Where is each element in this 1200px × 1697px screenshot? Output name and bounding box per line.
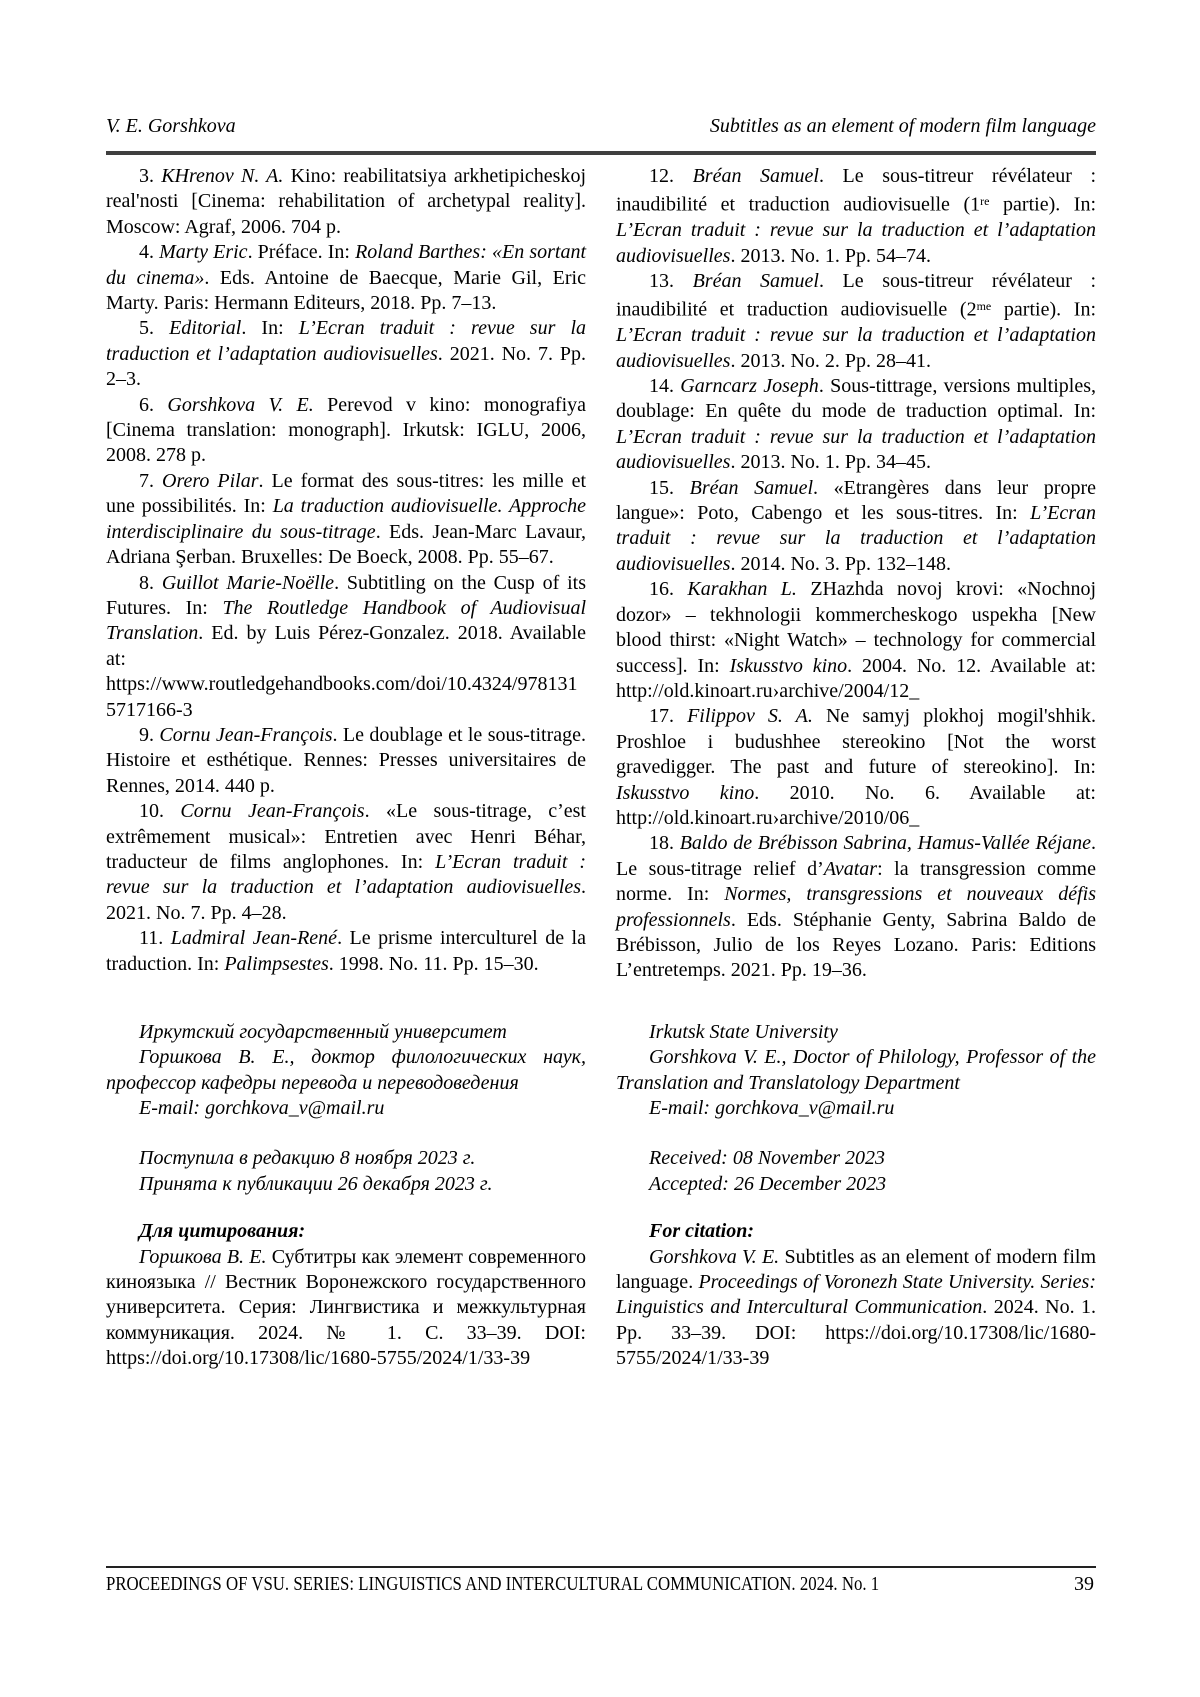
regular-text: . Eds. Jean-Marc Lavaur, Adriana Şerban. Bruxelles: De Boeck, 2008. Pp. 55–67. bbox=[106, 520, 586, 569]
regular-text: Ne samyj plokhoj mogil'shhik. Proshloe i budushhee stereokino [Not the worst gravedigger. The past and future of stereokino]. In: bbox=[616, 705, 1096, 779]
italic-text: Иркутский государственный университет bbox=[139, 1020, 507, 1043]
regular-text: . Le format des sous-titres: les mille et une possibilités. In: bbox=[106, 469, 587, 518]
reference-item bbox=[616, 269, 1096, 374]
running-header bbox=[106, 114, 1096, 139]
italic-text: Roland Barthes: «En sortant du cinema» bbox=[106, 241, 587, 289]
regular-text: 17. bbox=[649, 705, 688, 728]
regular-text: . 1998. No. 11. Pp. 15–30. bbox=[328, 952, 539, 975]
regular-text: . 2013. No. 2. Pp. 28–41. bbox=[730, 349, 932, 372]
italic-text: Filippov S. A. bbox=[687, 705, 813, 728]
regular-text: . Le sous-titrage relief d’ bbox=[616, 832, 1097, 880]
reference-item bbox=[106, 469, 586, 571]
italic-text: E-mail: gorchkova_v@mail.ru bbox=[649, 1097, 895, 1119]
italic-text: Bréan Samuel bbox=[692, 165, 819, 187]
citation-block-en bbox=[616, 1219, 1096, 1371]
regular-text: Субтитры как элемент современного киноязыка // Вестник Воронежского государственного университета. Серия: Лингвистика и межкультурная коммуникация. 2024. № 1. С. 33–39. DOI: https://doi.org/10.17308/lic/1680-5755/2024/1/33-39 bbox=[106, 1245, 586, 1370]
regular-text: . 2010. No. 6. Available at: http://old.kinoart.ru›archive/2010/06_ bbox=[616, 781, 1096, 829]
regular-text: . 2021. No. 7. Pp. 4–28. bbox=[106, 876, 586, 924]
regular-text: . Le sous-titreur révélateur : inaudibilité et traduction audiovisuelle (1 bbox=[616, 165, 1097, 216]
italic-text: Iskusstvo kino bbox=[616, 781, 755, 804]
regular-text: . 2013. No. 1. Pp. 34–45. bbox=[730, 451, 932, 474]
italic-text: Горшкова В. Е. bbox=[139, 1245, 267, 1268]
regular-text: 15. bbox=[649, 476, 690, 499]
regular-text: partie). In: bbox=[991, 298, 1097, 321]
italic-text: Gorshkova V. E., Doctor of Philology, Professor of the Translation and Translatology Department bbox=[616, 1046, 1096, 1094]
regular-text: : la transgression comme norme. In: bbox=[616, 857, 1096, 906]
submission-dates-ru bbox=[106, 1146, 586, 1197]
regular-text: . «Etrangères dans leur propre langue»: Poto, Cabengo et les sous-titres. In: bbox=[616, 476, 1097, 525]
author-affiliation-en bbox=[616, 1020, 1096, 1122]
regular-text: 13. bbox=[649, 270, 693, 293]
italic-text: Accepted: 26 December 2023 bbox=[649, 1172, 887, 1195]
citation-text-ru bbox=[106, 1245, 586, 1372]
date-line bbox=[106, 1146, 586, 1171]
regular-text: 3. bbox=[139, 165, 162, 187]
reference-item bbox=[106, 926, 586, 977]
italic-text: Editorial bbox=[169, 317, 242, 340]
reference-item bbox=[616, 374, 1096, 476]
italic-text: La traduction audiovisuelle. Approche interdisciplinaire du sous-titrage bbox=[106, 495, 587, 543]
regular-text: 16. bbox=[649, 578, 688, 601]
italic-text: L’Ecran traduit : revue sur la traduction et l’adaptation audiovisuelles bbox=[616, 219, 1096, 267]
running-header-author: V. E. Gorshkova bbox=[106, 115, 236, 137]
italic-text: Received: 08 November 2023 bbox=[649, 1147, 886, 1170]
italic-text: KHrenov N. A. bbox=[161, 165, 284, 187]
regular-text: . Sous-tittrage, versions multiples, doublage: En quête du mode de traduction optimal. In: bbox=[616, 375, 1097, 423]
italic-text: Orero Pilar bbox=[162, 469, 259, 492]
citation-text-en bbox=[616, 1245, 1096, 1372]
regular-text: . Ed. by Luis Pérez-Gonzalez. 2018. Available at: https://www.routledgehandbooks.com/doi/10.4324/9781315717166-3 bbox=[106, 622, 586, 721]
regular-text: . 2013. No. 1. Pp. 54–74. bbox=[730, 244, 932, 267]
regular-text: . «Le sous-titrage, c’est extrêmement musical»: Entretien avec Henri Béhar, traducteur de films anglophones. In: bbox=[106, 800, 586, 873]
footer-journal-title: PROCEEDINGS OF VSU. SERIES: LINGUISTICS AND INTERCULTURAL COMMUNICATION. 2024. No. 1 bbox=[106, 1573, 880, 1595]
italic-text: Gorshkova V. E. bbox=[649, 1245, 780, 1268]
regular-text: 5. bbox=[139, 317, 170, 340]
regular-text: . Eds. Stéphanie Genty, Sabrina Baldo de Brébisson, Julio de los Reyes Lozano. Paris: Editions L’entretemps. 2021. Pp. 19–36. bbox=[616, 908, 1096, 982]
superscript-text: me bbox=[976, 299, 992, 314]
italic-text: L’Ecran traduit : revue sur la traduction et l’adaptation audiovisuelles bbox=[616, 502, 1096, 575]
italic-text: Cornu Jean-François bbox=[159, 723, 333, 746]
regular-text: Kino: reabilitatsiya arkhetipicheskoj real'nosti [Cinema: rehabilitation of archetypal reality]. Moscow: Agraf, 2006. 704 p. bbox=[106, 165, 586, 238]
running-footer bbox=[106, 1566, 1096, 1602]
italic-text: Горшкова В. Е., доктор филологических наук, профессор кафедры перевода и переводоведения bbox=[106, 1046, 586, 1094]
regular-text: 8. bbox=[139, 571, 162, 594]
italic-text: Karakhan L. bbox=[687, 578, 797, 601]
affiliation-line bbox=[616, 1096, 1096, 1121]
regular-text: 11. bbox=[139, 927, 171, 950]
citation-block-ru bbox=[106, 1219, 586, 1371]
regular-text: Subtitles as an element of modern film language. bbox=[616, 1245, 1096, 1294]
italic-text: Bréan Samuel bbox=[692, 270, 819, 293]
reference-item bbox=[106, 571, 586, 723]
regular-text: 18. bbox=[649, 832, 680, 855]
italic-text: Bréan Samuel bbox=[689, 476, 814, 499]
regular-text: 9. bbox=[139, 723, 160, 746]
regular-text: 6. bbox=[139, 393, 168, 416]
italic-text: L’Ecran traduit : revue sur la traduction et l’adaptation audiovisuelles bbox=[106, 317, 587, 365]
regular-text: . 2021. No. 7. Pp. 2–3. bbox=[106, 342, 586, 391]
regular-text: 14. bbox=[649, 375, 681, 398]
regular-text: 10. bbox=[139, 800, 181, 823]
two-column-body bbox=[106, 164, 1096, 1372]
regular-text: . Préface. In: bbox=[247, 241, 356, 264]
italic-text: Ladmiral Jean-René bbox=[170, 927, 338, 950]
reference-item bbox=[616, 476, 1096, 578]
italic-text: Guillot Marie-Noëlle bbox=[161, 571, 335, 594]
running-header-title: Subtitles as an element of modern film language bbox=[709, 115, 1096, 137]
reference-item bbox=[106, 240, 586, 316]
italic-text: Gorshkova V. E. bbox=[167, 393, 314, 416]
italic-text: The Routledge Handbook of Audiovisual Translation bbox=[106, 596, 587, 645]
regular-text: Perevod v kino: monografiya [Cinema translation: monograph]. Irkutsk: IGLU, 2006, 2008. 278 p. bbox=[106, 393, 587, 467]
reference-item bbox=[106, 164, 586, 240]
italic-text: Normes, transgressions et nouveaux défis professionnels bbox=[616, 883, 1096, 931]
italic-text: Palimpsestes bbox=[224, 952, 329, 975]
superscript-text: re bbox=[980, 194, 990, 209]
references-column-right bbox=[616, 164, 1096, 984]
italic-text: L’Ecran traduit : revue sur la traduction et l’adaptation audiovisuelles bbox=[616, 425, 1096, 474]
affiliation-line bbox=[106, 1096, 586, 1121]
italic-text: Proceedings of Voronezh State University. Series: Linguistics and Intercultural Communication bbox=[616, 1271, 1096, 1319]
date-line bbox=[616, 1172, 1096, 1197]
reference-item bbox=[616, 831, 1096, 983]
italic-text: L’Ecran traduit : revue sur la traduction et l’adaptation audiovisuelles bbox=[616, 324, 1096, 372]
reference-item bbox=[106, 393, 586, 469]
regular-text: . Le sous-titreur révélateur : inaudibilité et traduction audiovisuelle (2 bbox=[616, 270, 1097, 321]
italic-text: Avatar bbox=[823, 857, 878, 880]
reference-item bbox=[616, 704, 1096, 831]
regular-text: 7. bbox=[139, 469, 162, 492]
submission-dates-en bbox=[616, 1146, 1096, 1197]
regular-text: ZHazhda novoj krovi: «Nochnoj dozor» – tekhnologii kommercheskogo uspekha [New blood thirst: «Night Watch» – technology for commercial success]. In: bbox=[616, 578, 1097, 677]
regular-text: 12. bbox=[649, 165, 693, 187]
regular-text: partie). In: bbox=[989, 193, 1097, 216]
author-affiliation-ru bbox=[106, 1020, 586, 1122]
italic-text: L’Ecran traduit : revue sur la traduction et l’adaptation audiovisuelles bbox=[106, 850, 586, 899]
reference-item bbox=[106, 723, 586, 799]
italic-text: Marty Eric bbox=[159, 241, 248, 264]
italic-text: Поступила в редакцию 8 ноября 2023 г. bbox=[139, 1147, 476, 1170]
references-column-left bbox=[106, 164, 586, 977]
regular-text: . 2004. No. 12. Available at: http://old.kinoart.ru›archive/2004/12_ bbox=[616, 654, 1096, 702]
italic-text: Принята к публикации 26 декабря 2023 г. bbox=[139, 1172, 493, 1195]
italic-text: Cornu Jean-François bbox=[180, 800, 365, 823]
reference-item bbox=[106, 316, 586, 392]
italic-text: E-mail: gorchkova_v@mail.ru bbox=[139, 1097, 385, 1119]
affiliation-line bbox=[616, 1045, 1096, 1096]
citation-heading-en: For citation: bbox=[649, 1220, 755, 1243]
affiliation-line bbox=[106, 1045, 586, 1096]
italic-text: Irkutsk State University bbox=[649, 1020, 838, 1043]
regular-text: . Le doublage et le sous-titrage. Histoire et esthétique. Rennes: Presses universitaires de Rennes, 2014. 440 p. bbox=[106, 723, 586, 797]
reference-item bbox=[616, 164, 1096, 269]
affiliation-line bbox=[106, 1020, 586, 1045]
regular-text: . Eds. Antoine de Baecque, Marie Gil, Eric Marty. Paris: Hermann Editeurs, 2018. Pp. 7–13. bbox=[106, 266, 586, 315]
date-line bbox=[616, 1146, 1096, 1171]
header-rule bbox=[106, 151, 1096, 155]
regular-text: . 2014. No. 3. Pp. 132–148. bbox=[730, 552, 952, 575]
italic-text: Iskusstvo kino bbox=[729, 654, 848, 677]
regular-text: . 2024. No. 1. Pp. 33–39. DOI: https://doi.org/10.17308/lic/1680-5755/2024/1/33-39 bbox=[616, 1296, 1096, 1370]
italic-text: Garncarz Joseph bbox=[680, 375, 819, 398]
reference-item bbox=[616, 577, 1096, 704]
italic-text: Baldo de Brébisson Sabrina, Hamus-Vallée Réjane bbox=[679, 832, 1092, 855]
citation-heading-ru: Для цитирования: bbox=[139, 1220, 306, 1243]
reference-item bbox=[106, 799, 586, 926]
affiliation-line bbox=[616, 1020, 1096, 1045]
regular-text: . Subtitling on the Cusp of its Futures. In: bbox=[106, 571, 586, 619]
regular-text: 4. bbox=[139, 241, 160, 264]
date-line bbox=[106, 1172, 586, 1197]
regular-text: . In: bbox=[241, 317, 299, 340]
regular-text: . Le prisme interculturel de la traduction. In: bbox=[106, 927, 586, 975]
footer-page-number: 39 bbox=[1074, 1573, 1094, 1595]
